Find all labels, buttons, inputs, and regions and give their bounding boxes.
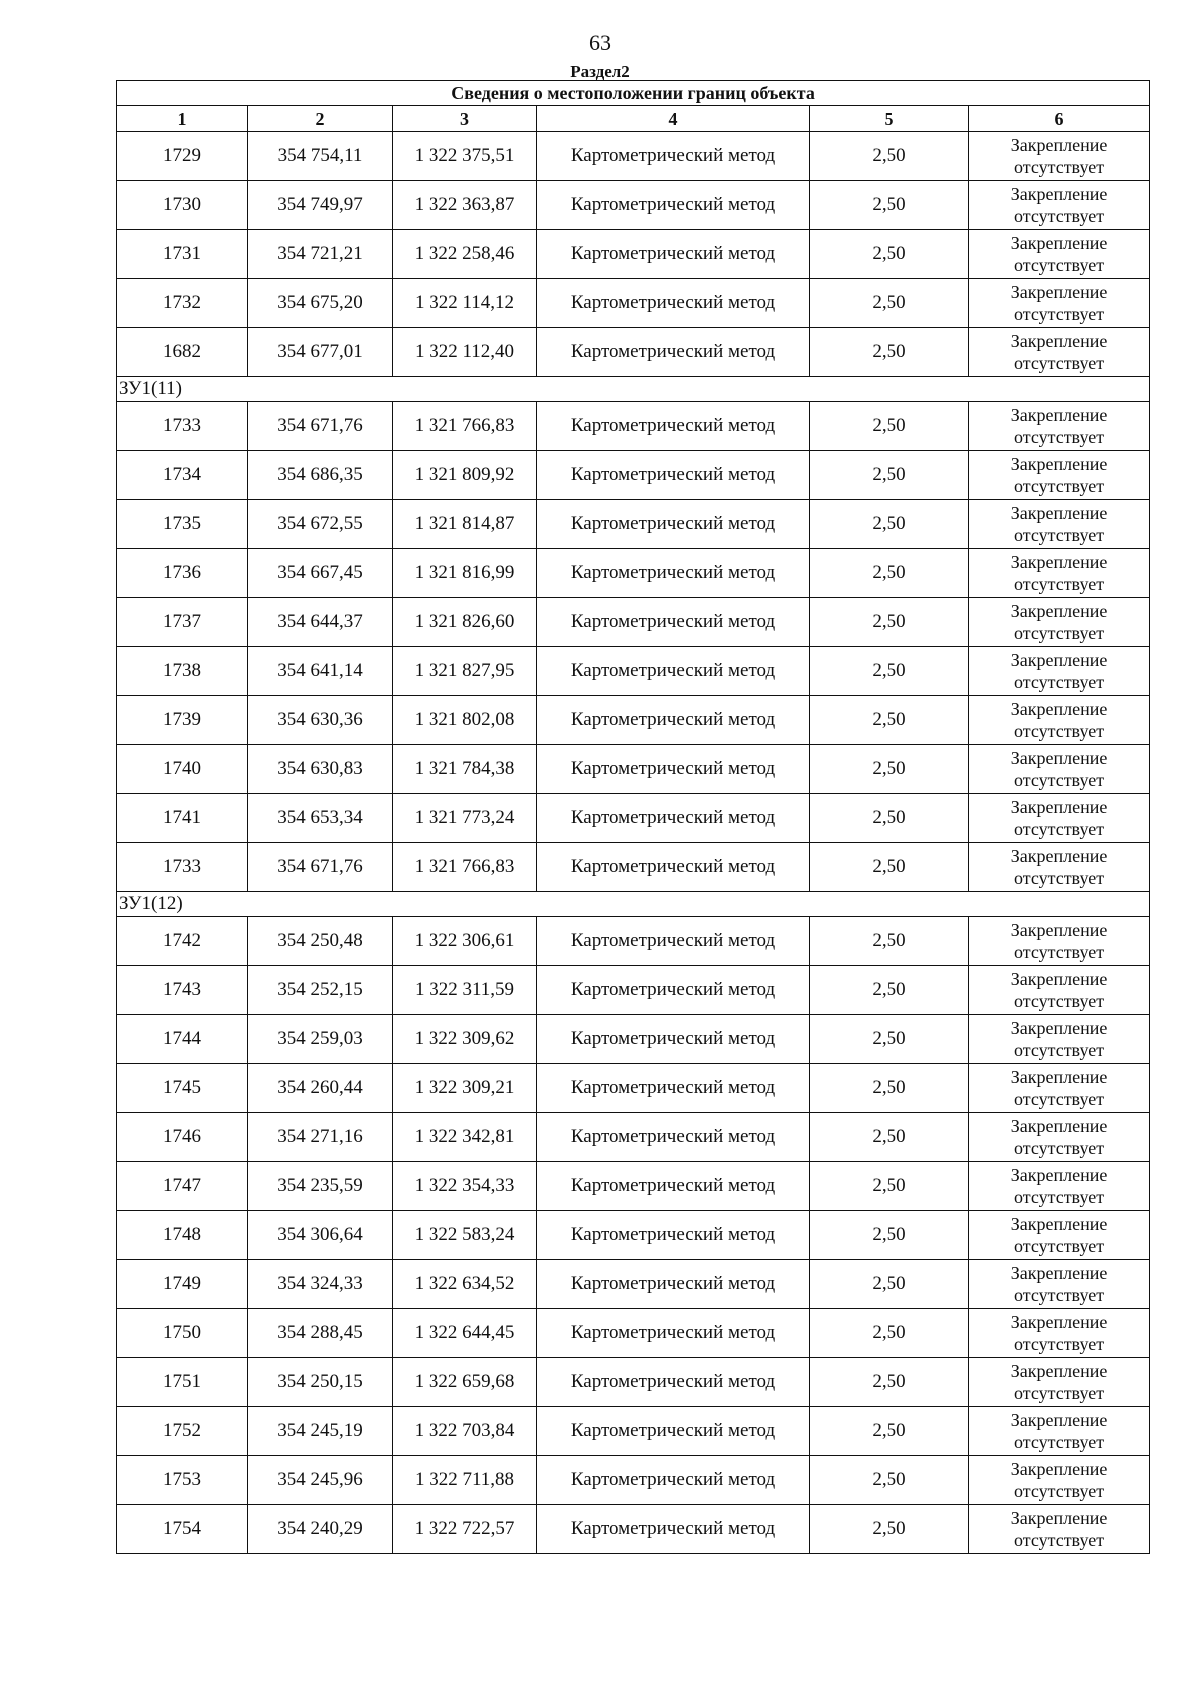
method-cell: Картометрический метод: [537, 745, 810, 794]
point-number-cell: 1734: [117, 451, 248, 500]
x-coordinate-cell: 354 259,03: [248, 1015, 393, 1064]
fixation-cell: Закрепление отсутствует: [969, 402, 1150, 451]
fixation-cell: Закрепление отсутствует: [969, 132, 1150, 181]
point-number-cell: 1736: [117, 549, 248, 598]
table-row: [117, 696, 1150, 745]
group-row: [117, 377, 1150, 402]
table-row: [117, 132, 1150, 181]
accuracy-cell: 2,50: [810, 1456, 969, 1505]
y-coordinate-cell: 1 322 659,68: [393, 1358, 537, 1407]
x-coordinate-cell: 354 245,96: [248, 1456, 393, 1505]
method-cell: Картометрический метод: [537, 132, 810, 181]
y-coordinate-cell: 1 321 826,60: [393, 598, 537, 647]
table-body: [117, 81, 1150, 1554]
method-cell: Картометрический метод: [537, 1309, 810, 1358]
fixation-cell: Закрепление отсутствует: [969, 1113, 1150, 1162]
method-cell: Картометрический метод: [537, 794, 810, 843]
y-coordinate-cell: 1 322 363,87: [393, 181, 537, 230]
accuracy-cell: 2,50: [810, 1260, 969, 1309]
y-coordinate-cell: 1 321 784,38: [393, 745, 537, 794]
point-number-cell: 1747: [117, 1162, 248, 1211]
point-number-cell: 1746: [117, 1113, 248, 1162]
fixation-cell: Закрепление отсутствует: [969, 1064, 1150, 1113]
table-caption: Сведения о местоположении границ объекта: [117, 81, 1150, 106]
table-row: [117, 647, 1150, 696]
x-coordinate-cell: 354 235,59: [248, 1162, 393, 1211]
point-number-cell: 1743: [117, 966, 248, 1015]
point-number-cell: 1750: [117, 1309, 248, 1358]
x-coordinate-cell: 354 675,20: [248, 279, 393, 328]
accuracy-cell: 2,50: [810, 549, 969, 598]
x-coordinate-cell: 354 630,36: [248, 696, 393, 745]
y-coordinate-cell: 1 321 766,83: [393, 402, 537, 451]
table-row: [117, 1113, 1150, 1162]
table-row: [117, 966, 1150, 1015]
y-coordinate-cell: 1 321 827,95: [393, 647, 537, 696]
method-cell: Картометрический метод: [537, 279, 810, 328]
point-number-cell: 1745: [117, 1064, 248, 1113]
group-row: [117, 892, 1150, 917]
x-coordinate-cell: 354 644,37: [248, 598, 393, 647]
x-coordinate-cell: 354 672,55: [248, 500, 393, 549]
y-coordinate-cell: 1 321 809,92: [393, 451, 537, 500]
accuracy-cell: 2,50: [810, 1505, 969, 1554]
group-label: ЗУ1(12): [117, 892, 1150, 917]
column-number: 1: [117, 106, 248, 132]
point-number-cell: 1729: [117, 132, 248, 181]
x-coordinate-cell: 354 240,29: [248, 1505, 393, 1554]
table-row: [117, 1015, 1150, 1064]
page-number: 63: [589, 30, 611, 55]
y-coordinate-cell: 1 322 342,81: [393, 1113, 537, 1162]
method-cell: Картометрический метод: [537, 1358, 810, 1407]
table-row: [117, 181, 1150, 230]
table-row: [117, 451, 1150, 500]
accuracy-cell: 2,50: [810, 230, 969, 279]
accuracy-cell: 2,50: [810, 402, 969, 451]
table-row: [117, 917, 1150, 966]
x-coordinate-cell: 354 306,64: [248, 1211, 393, 1260]
accuracy-cell: 2,50: [810, 132, 969, 181]
column-number: 6: [969, 106, 1150, 132]
point-number-cell: 1753: [117, 1456, 248, 1505]
x-coordinate-cell: 354 641,14: [248, 647, 393, 696]
fixation-cell: Закрепление отсутствует: [969, 328, 1150, 377]
fixation-cell: Закрепление отсутствует: [969, 1015, 1150, 1064]
point-number-cell: 1754: [117, 1505, 248, 1554]
y-coordinate-cell: 1 322 583,24: [393, 1211, 537, 1260]
x-coordinate-cell: 354 260,44: [248, 1064, 393, 1113]
column-number: 4: [537, 106, 810, 132]
accuracy-cell: 2,50: [810, 328, 969, 377]
method-cell: Картометрический метод: [537, 843, 810, 892]
y-coordinate-cell: 1 322 306,61: [393, 917, 537, 966]
table-row: [117, 402, 1150, 451]
fixation-cell: Закрепление отсутствует: [969, 1456, 1150, 1505]
table-row: [117, 1505, 1150, 1554]
table-row: [117, 279, 1150, 328]
column-number: 3: [393, 106, 537, 132]
accuracy-cell: 2,50: [810, 500, 969, 549]
method-cell: Картометрический метод: [537, 230, 810, 279]
table-row: [117, 745, 1150, 794]
y-coordinate-cell: 1 322 711,88: [393, 1456, 537, 1505]
table-row: [117, 549, 1150, 598]
table-row: [117, 843, 1150, 892]
accuracy-cell: 2,50: [810, 647, 969, 696]
accuracy-cell: 2,50: [810, 843, 969, 892]
table-row: [117, 1064, 1150, 1113]
table-row: [117, 1407, 1150, 1456]
fixation-cell: Закрепление отсутствует: [969, 917, 1150, 966]
method-cell: Картометрический метод: [537, 1456, 810, 1505]
table-row: [117, 1260, 1150, 1309]
fixation-cell: Закрепление отсутствует: [969, 696, 1150, 745]
accuracy-cell: 2,50: [810, 1309, 969, 1358]
group-label: ЗУ1(11): [117, 377, 1150, 402]
y-coordinate-cell: 1 321 814,87: [393, 500, 537, 549]
point-number-cell: 1742: [117, 917, 248, 966]
y-coordinate-cell: 1 322 644,45: [393, 1309, 537, 1358]
y-coordinate-cell: 1 322 311,59: [393, 966, 537, 1015]
point-number-cell: 1740: [117, 745, 248, 794]
method-cell: Картометрический метод: [537, 1113, 810, 1162]
accuracy-cell: 2,50: [810, 1064, 969, 1113]
x-coordinate-cell: 354 671,76: [248, 843, 393, 892]
y-coordinate-cell: 1 321 816,99: [393, 549, 537, 598]
accuracy-cell: 2,50: [810, 1162, 969, 1211]
method-cell: Картометрический метод: [537, 1162, 810, 1211]
fixation-cell: Закрепление отсутствует: [969, 279, 1150, 328]
accuracy-cell: 2,50: [810, 794, 969, 843]
y-coordinate-cell: 1 322 309,62: [393, 1015, 537, 1064]
y-coordinate-cell: 1 321 802,08: [393, 696, 537, 745]
point-number-cell: 1732: [117, 279, 248, 328]
method-cell: Картометрический метод: [537, 328, 810, 377]
y-coordinate-cell: 1 322 114,12: [393, 279, 537, 328]
point-number-cell: 1744: [117, 1015, 248, 1064]
fixation-cell: Закрепление отсутствует: [969, 966, 1150, 1015]
accuracy-cell: 2,50: [810, 917, 969, 966]
column-number: 2: [248, 106, 393, 132]
fixation-cell: Закрепление отсутствует: [969, 1211, 1150, 1260]
x-coordinate-cell: 354 324,33: [248, 1260, 393, 1309]
section-title: Раздел2: [570, 62, 630, 81]
y-coordinate-cell: 1 321 766,83: [393, 843, 537, 892]
point-number-cell: 1749: [117, 1260, 248, 1309]
fixation-cell: Закрепление отсутствует: [969, 549, 1150, 598]
x-coordinate-cell: 354 288,45: [248, 1309, 393, 1358]
fixation-cell: Закрепление отсутствует: [969, 745, 1150, 794]
table-row: [117, 794, 1150, 843]
x-coordinate-cell: 354 250,48: [248, 917, 393, 966]
accuracy-cell: 2,50: [810, 598, 969, 647]
x-coordinate-cell: 354 677,01: [248, 328, 393, 377]
table-row: [117, 1162, 1150, 1211]
x-coordinate-cell: 354 686,35: [248, 451, 393, 500]
fixation-cell: Закрепление отсутствует: [969, 451, 1150, 500]
point-number-cell: 1741: [117, 794, 248, 843]
fixation-cell: Закрепление отсутствует: [969, 647, 1150, 696]
accuracy-cell: 2,50: [810, 1407, 969, 1456]
boundary-table: [116, 80, 1150, 1554]
x-coordinate-cell: 354 754,11: [248, 132, 393, 181]
point-number-cell: 1733: [117, 402, 248, 451]
accuracy-cell: 2,50: [810, 1113, 969, 1162]
table-row: [117, 328, 1150, 377]
y-coordinate-cell: 1 322 634,52: [393, 1260, 537, 1309]
x-coordinate-cell: 354 252,15: [248, 966, 393, 1015]
accuracy-cell: 2,50: [810, 966, 969, 1015]
fixation-cell: Закрепление отсутствует: [969, 500, 1150, 549]
x-coordinate-cell: 354 653,34: [248, 794, 393, 843]
y-coordinate-cell: 1 322 258,46: [393, 230, 537, 279]
method-cell: Картометрический метод: [537, 1505, 810, 1554]
point-number-cell: 1730: [117, 181, 248, 230]
y-coordinate-cell: 1 321 773,24: [393, 794, 537, 843]
x-coordinate-cell: 354 671,76: [248, 402, 393, 451]
accuracy-cell: 2,50: [810, 181, 969, 230]
table-row: [117, 1309, 1150, 1358]
accuracy-cell: 2,50: [810, 1211, 969, 1260]
accuracy-cell: 2,50: [810, 279, 969, 328]
point-number-cell: 1682: [117, 328, 248, 377]
method-cell: Картометрический метод: [537, 1064, 810, 1113]
point-number-cell: 1738: [117, 647, 248, 696]
point-number-cell: 1751: [117, 1358, 248, 1407]
accuracy-cell: 2,50: [810, 451, 969, 500]
table-caption-row: [117, 81, 1150, 106]
method-cell: Картометрический метод: [537, 549, 810, 598]
x-coordinate-cell: 354 667,45: [248, 549, 393, 598]
fixation-cell: Закрепление отсутствует: [969, 1505, 1150, 1554]
accuracy-cell: 2,50: [810, 1358, 969, 1407]
fixation-cell: Закрепление отсутствует: [969, 1309, 1150, 1358]
x-coordinate-cell: 354 721,21: [248, 230, 393, 279]
y-coordinate-cell: 1 322 722,57: [393, 1505, 537, 1554]
method-cell: Картометрический метод: [537, 598, 810, 647]
point-number-cell: 1739: [117, 696, 248, 745]
fixation-cell: Закрепление отсутствует: [969, 843, 1150, 892]
method-cell: Картометрический метод: [537, 1015, 810, 1064]
y-coordinate-cell: 1 322 375,51: [393, 132, 537, 181]
column-number-row: [117, 106, 1150, 132]
method-cell: Картометрический метод: [537, 181, 810, 230]
method-cell: Картометрический метод: [537, 451, 810, 500]
point-number-cell: 1752: [117, 1407, 248, 1456]
method-cell: Картометрический метод: [537, 1211, 810, 1260]
fixation-cell: Закрепление отсутствует: [969, 1407, 1150, 1456]
method-cell: Картометрический метод: [537, 402, 810, 451]
x-coordinate-cell: 354 245,19: [248, 1407, 393, 1456]
fixation-cell: Закрепление отсутствует: [969, 230, 1150, 279]
table-row: [117, 1358, 1150, 1407]
column-number: 5: [810, 106, 969, 132]
x-coordinate-cell: 354 630,83: [248, 745, 393, 794]
x-coordinate-cell: 354 250,15: [248, 1358, 393, 1407]
method-cell: Картометрический метод: [537, 1260, 810, 1309]
y-coordinate-cell: 1 322 309,21: [393, 1064, 537, 1113]
y-coordinate-cell: 1 322 112,40: [393, 328, 537, 377]
y-coordinate-cell: 1 322 703,84: [393, 1407, 537, 1456]
accuracy-cell: 2,50: [810, 745, 969, 794]
table-row: [117, 230, 1150, 279]
y-coordinate-cell: 1 322 354,33: [393, 1162, 537, 1211]
table-row: [117, 500, 1150, 549]
table-row: [117, 598, 1150, 647]
fixation-cell: Закрепление отсутствует: [969, 598, 1150, 647]
method-cell: Картометрический метод: [537, 647, 810, 696]
point-number-cell: 1733: [117, 843, 248, 892]
accuracy-cell: 2,50: [810, 696, 969, 745]
point-number-cell: 1735: [117, 500, 248, 549]
fixation-cell: Закрепление отсутствует: [969, 1358, 1150, 1407]
table-row: [117, 1211, 1150, 1260]
point-number-cell: 1737: [117, 598, 248, 647]
point-number-cell: 1748: [117, 1211, 248, 1260]
table-row: [117, 1456, 1150, 1505]
accuracy-cell: 2,50: [810, 1015, 969, 1064]
x-coordinate-cell: 354 749,97: [248, 181, 393, 230]
method-cell: Картометрический метод: [537, 917, 810, 966]
method-cell: Картометрический метод: [537, 1407, 810, 1456]
point-number-cell: 1731: [117, 230, 248, 279]
x-coordinate-cell: 354 271,16: [248, 1113, 393, 1162]
fixation-cell: Закрепление отсутствует: [969, 181, 1150, 230]
method-cell: Картометрический метод: [537, 696, 810, 745]
method-cell: Картометрический метод: [537, 966, 810, 1015]
fixation-cell: Закрепление отсутствует: [969, 1162, 1150, 1211]
fixation-cell: Закрепление отсутствует: [969, 794, 1150, 843]
method-cell: Картометрический метод: [537, 500, 810, 549]
fixation-cell: Закрепление отсутствует: [969, 1260, 1150, 1309]
